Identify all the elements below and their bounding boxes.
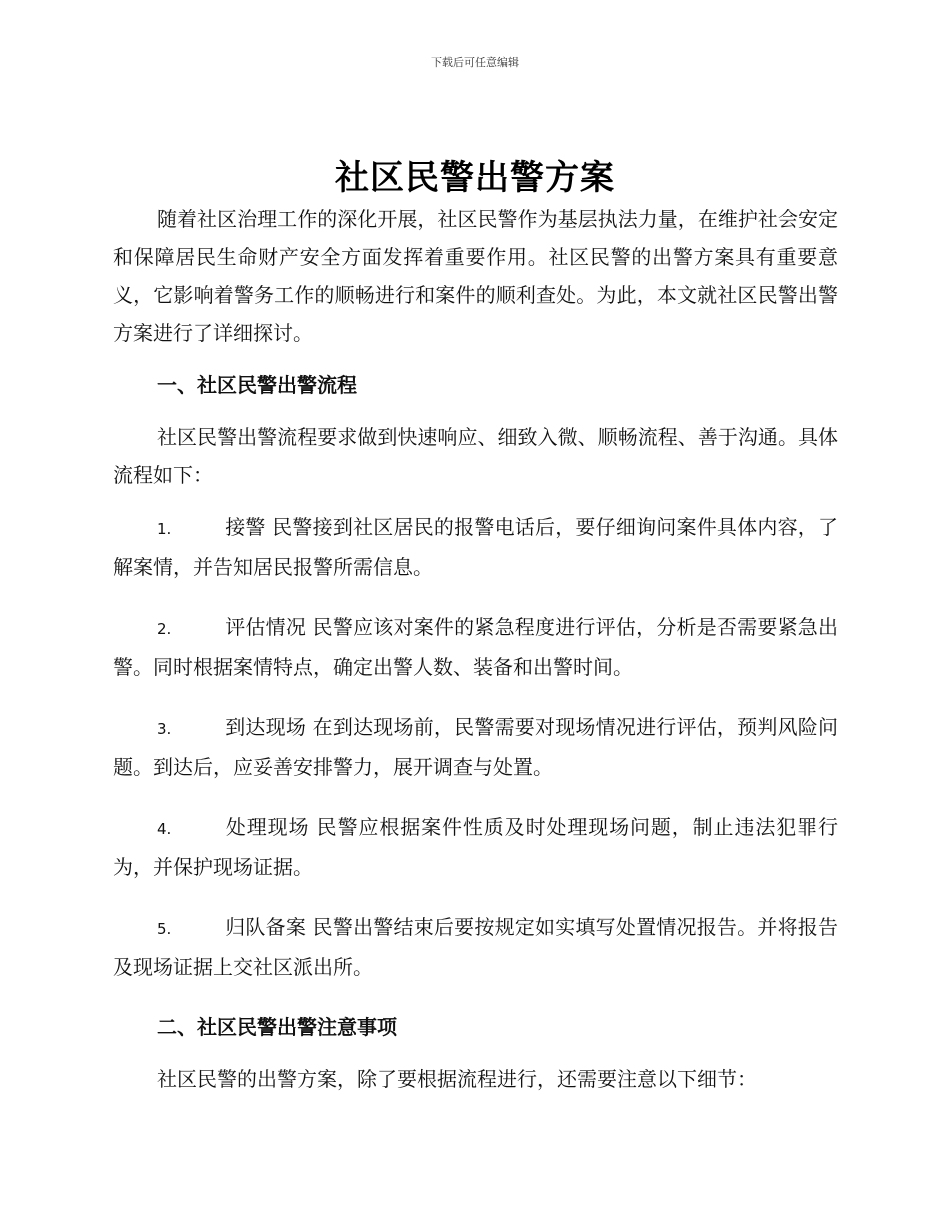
list-item	[113, 508, 838, 586]
list-item-text: 处理现场 民警应根据案件性质及时处理现场问题，制止违法犯罪行为，并保护现场证据。	[113, 815, 838, 879]
list-item-text: 到达现场 在到达现场前，民警需要对现场情况进行评估，预判风险问题。到达后，应妥善安排警力，展开调查与处置。	[113, 715, 838, 779]
section2-intro: 社区民警的出警方案，除了要根据流程进行，还需要注意以下细节：	[157, 1067, 757, 1091]
list-item-number: 1.	[157, 520, 172, 538]
section2-heading: 二、社区民警出警注意事项	[157, 1015, 397, 1039]
list-item	[113, 608, 838, 686]
document-body	[113, 200, 838, 1112]
list-item-text: 接警 民警接到社区居民的报警电话后，要仔细询问案件具体内容，了解案情，并告知居民报警所需信息。	[113, 515, 838, 579]
intro-paragraph: 随着社区治理工作的深化开展，社区民警作为基层执法力量，在维护社会安定和保障居民生命财产安全方面发挥着重要作用。社区民警的出警方案具有重要意义，它影响着警务工作的顺畅进行和案件的顺利查处。为此，本文就社区民警出警方案进行了详细探讨。	[113, 207, 838, 345]
list-item-number: 5.	[157, 920, 172, 938]
section1-heading: 一、社区民警出警流程	[157, 373, 357, 397]
list-item-text: 归队备案 民警出警结束后要按规定如实填写处置情况报告。并将报告及现场证据上交社区派出所。	[113, 915, 838, 979]
header-note: 下载后可任意编辑	[431, 56, 519, 69]
list-item	[113, 708, 838, 786]
list-item-number: 2.	[157, 620, 172, 638]
list-item	[113, 808, 838, 886]
section1-intro: 社区民警出警流程要求做到快速响应、细致入微、顺畅流程、善于沟通。具体流程如下：	[113, 425, 838, 487]
list-item-number: 4.	[157, 820, 172, 838]
list-item	[113, 908, 838, 986]
page-title: 社区民警出警方案	[335, 158, 615, 198]
list-item-text: 评估情况 民警应该对案件的紧急程度进行评估，分析是否需要紧急出警。同时根据案情特点，确定出警人数、装备和出警时间。	[113, 615, 838, 679]
list-item-number: 3.	[157, 720, 172, 738]
